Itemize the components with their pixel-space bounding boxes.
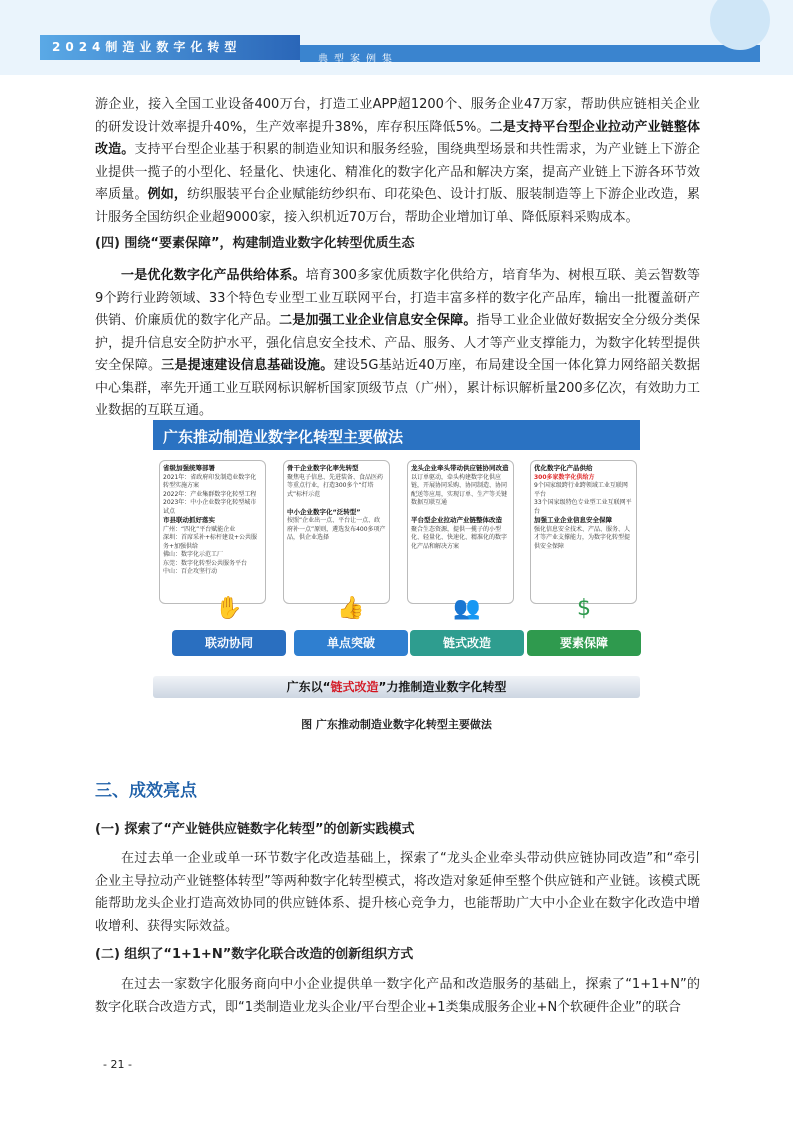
figure-col-2: 骨干企业数字化率先转型 聚焦电子信息、先进装备、食品医药等重点行业，打造300多个“灯塔式”标杆示范 中小企业数字化“泛转型” 按照“企业出一点、平台让一点、政府补一点”原则，遴选发布400多项产品，供企业选择 (283, 460, 390, 604)
header-title: 2024制造业数字化转型 (52, 40, 242, 54)
pill-1: 联动协同 (172, 630, 286, 656)
pill-4: 要素保障 (527, 630, 641, 656)
figure-banner: 广东以“链式改造”力推制造业数字化转型 (153, 676, 640, 698)
paragraph-3: 在过去单一企业或单一环节数字化改造基础上，探索了“龙头企业牵头带动供应链协同改造”和“牵引企业主导拉动产业链整体转型”等两种数字化转型模式，将改造对象延伸至整个供应链和产业链。该模式既能帮助龙头企业打造高效协同的供应链体系、提升核心竞争力，也能帮助广大中小企业在数字化改造中增收增利、获得实际效益。 (95, 851, 700, 934)
figure (153, 420, 640, 700)
header-subtitle: 典型案例集 (318, 54, 398, 65)
money-hand-icon: $ (577, 596, 591, 621)
figure-col-3: 龙头企业牵头带动供应链协同改造 以订单驱动，牵头构建数字化供应链，开展协同采购、协同制造、协同配送等应用，实现订单、生产等关键数据互联互通 平台型企业拉动产业链整体改造 聚合生态资源，提供一揽子的小型化、轻量化、快速化、精准化的数字化产品和解决方案 (407, 460, 514, 604)
paragraph-1: 游企业，接入全国工业设备400万台，打造工业APP超1200个、服务企业47万家，帮助供应链相关企业的研发设计效率提升40%，生产效率提升38%，库存积压降低5%。二是支持平台型企业拉动产业链整体改造。支持平台型企业基于积累的制造业知识和服务经验，围绕典型场景和共性需求，为产业链上下游企业提供一揽子的小型化、轻量化、快速化、精准化的数字化产品和解决方案，提高产业链上下游各环节效率质量。例如，纺织服装平台企业赋能纺纱织布、印花染色、设计打版、服装制造等上下游企业改造，累计服务全国纺织企业超9000家，接入织机近70万台，帮助企业增加订单、降低原料采购成本。 (95, 97, 700, 225)
subheading-2: (二) 组织了“1+1+N”数字化联合改造的创新组织方式 (95, 947, 414, 962)
figure-title: 广东推动制造业数字化转型主要做法 (163, 428, 404, 446)
heading-4: (四) 围绕“要素保障”，构建制造业数字化转型优质生态 (95, 236, 415, 251)
handshake-icon: ✋ (215, 596, 243, 621)
thumbs-up-icon: 👍 (337, 596, 365, 621)
figure-caption: 图 广东推动制造业数字化转型主要做法 (301, 718, 492, 731)
pill-3: 链式改造 (410, 630, 524, 656)
people-icon: 👥 (453, 596, 481, 621)
figure-col-1: 省级加强统筹部署 2021年：省政府印发制造业数字化转型实施方案 2022年：产业集群数字化转型工程 2023年：中小企业数字化转型城市试点 市县联动抓好落实 广州：“四化”平台赋能企业 深圳：首席采补+标杆建设+公共服务+加强供给 佛山：数字化示范工厂 东莞：数字化转型公共服务平台 中山：百企攻坚行动 (159, 460, 266, 604)
subheading-1: (一) 探索了“产业链供应链数字化转型”的创新实践模式 (95, 822, 415, 837)
section-heading: 三、成效亮点 (95, 781, 197, 801)
pill-2: 单点突破 (294, 630, 408, 656)
paragraph-2: 一是优化数字化产品供给体系。培育300多家优质数字化供给方，培育华为、树根互联、美云智数等9个跨行业跨领域、33个特色专业型工业互联网平台，打造丰富多样的数字化产品库，输出一批覆盖研产供销、价廉质优的数字化产品。二是加强工业企业信息安全保障。指导工业企业做好数据安全分级分类保护，提升信息安全防护水平，强化信息安全技术、产品、服务、人才等产业支撑能力，为数字化转型提供安全保障。三是提速建设信息基础设施。建设5G基站近40万座，布局建设全国一体化算力网络韶关数据中心集群，率先开通工业互联网标识解析国家顶级节点（广州），累计标识解析量200多亿次，有效助力工业数据的互联互通。 (95, 268, 700, 418)
page-number: - 21 - (103, 1058, 132, 1071)
paragraph-4: 在过去一家数字化服务商向中小企业提供单一数字化产品和改造服务的基础上，探索了“1+1+N”的数字化联合改造方式，即“1类制造业龙头企业/平台型企业+1类集成服务企业+N个软硬件企业”的联合 (95, 977, 700, 1015)
figure-col-4: 优化数字化产品供给 300多家数字化供给方 9个国家级跨行业跨领域工业互联网平台 33个国家级特色专业型工业互联网平台 加强工业企业信息安全保障 强化信息安全技术、产品、服务、人才等产业支撑能力，为数字化转型提供安全保障 (530, 460, 637, 604)
figure-title-bar (153, 420, 640, 450)
